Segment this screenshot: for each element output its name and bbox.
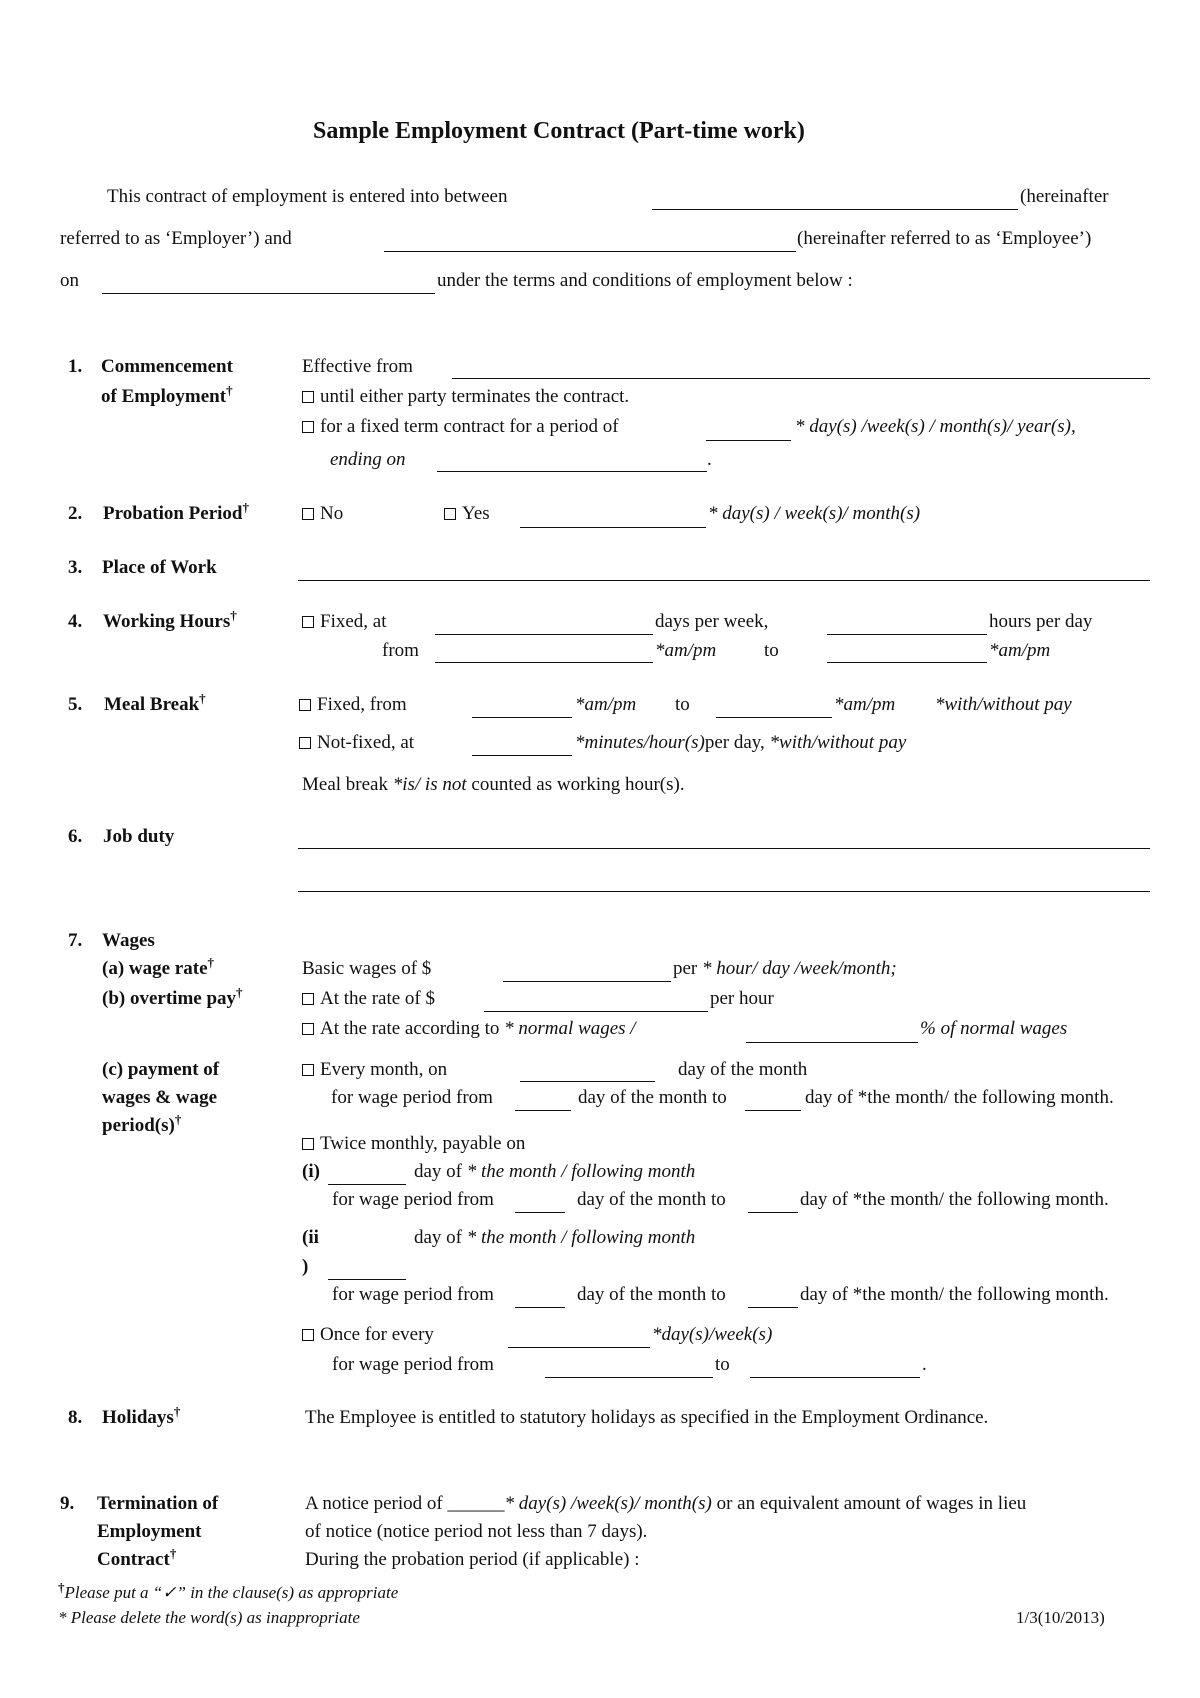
s7-following-1: day of *the month/ the following month. (805, 1087, 1114, 1108)
s8-number: 8. (68, 1407, 83, 1428)
s9-label2: Employment (97, 1521, 202, 1542)
s7-option-rate: At the rate of $ (302, 989, 435, 1008)
checkbox[interactable] (299, 737, 311, 749)
intro-on: on (60, 270, 79, 291)
s7-a-label: (a) wage rate† (102, 955, 215, 979)
hours-per-day-field[interactable] (827, 634, 987, 635)
s4-number: 4. (68, 611, 83, 632)
checkbox[interactable] (302, 1138, 314, 1150)
ending-date-field[interactable] (437, 471, 707, 472)
s1-effective: Effective from (302, 356, 413, 377)
days-per-week-field[interactable] (435, 634, 653, 635)
job-duty-field-1[interactable] (298, 848, 1150, 849)
s5-option-fixed: Fixed, from (299, 695, 407, 714)
s5-notfixed-tail: *minutes/hour(s)per day, *with/without pay (575, 732, 907, 753)
payday-field[interactable] (520, 1081, 655, 1082)
work-end-field[interactable] (827, 662, 987, 663)
overtime-rate-field[interactable] (484, 1011, 708, 1012)
s7-c-label2: wages & wage (102, 1087, 218, 1108)
checkbox[interactable] (302, 993, 314, 1005)
s1-label1: Commencement (101, 356, 233, 377)
s7-i: (i) (302, 1161, 320, 1182)
s7-dom-to-3: day of the month to (577, 1284, 726, 1305)
s2-option-yes: Yes (444, 504, 490, 523)
footnote-2: * Please delete the word(s) as inappropriate (58, 1608, 360, 1627)
s1-ending: ending on (330, 449, 406, 470)
once-period-field[interactable] (508, 1347, 650, 1348)
s9-label3: Contract† (97, 1546, 177, 1570)
employee-name-field[interactable] (384, 251, 796, 252)
intro-hereinafter: (hereinafter (1020, 186, 1109, 207)
s7-pct: % of normal wages (920, 1018, 1068, 1039)
checkbox[interactable] (302, 391, 314, 403)
s7-perhour: per hour (710, 988, 774, 1009)
s7-option-once: Once for every (302, 1325, 434, 1344)
page-title: Sample Employment Contract (Part-time work) (313, 118, 805, 144)
s7-following-2: day of *the month/ the following month. (800, 1189, 1109, 1210)
s9-text1: A notice period of ______* day(s) /week(s)/ month(s) or an equivalent amount of wages in lieu (305, 1493, 1027, 1514)
checkbox[interactable] (302, 421, 314, 433)
basic-wage-field[interactable] (503, 981, 671, 982)
s7-day-of-month: day of the month (678, 1059, 808, 1080)
s7-option-rate2: At the rate according to * normal wages / (302, 1019, 636, 1038)
s8-text: The Employee is entitled to statutory holidays as specified in the Employment Ordinance. (305, 1407, 989, 1428)
s2-units: * day(s) / week(s)/ month(s) (708, 503, 921, 524)
s5-number: 5. (68, 694, 83, 715)
checkbox[interactable] (302, 508, 314, 520)
twice-day2-field[interactable] (328, 1279, 406, 1280)
s1-period: . (707, 449, 712, 470)
s7-c-label3: period(s)† (102, 1112, 182, 1136)
s1-units: * day(s) /week(s) / month(s)/ year(s), (795, 416, 1076, 437)
s6-number: 6. (68, 826, 83, 847)
s5-label: Meal Break† (104, 691, 206, 715)
s5-ampm2: *am/pm (834, 694, 896, 715)
wp4-to-field[interactable] (750, 1377, 920, 1378)
s7-option-twice: Twice monthly, payable on (302, 1134, 525, 1153)
s3-number: 3. (68, 557, 83, 578)
s3-label: Place of Work (102, 557, 217, 578)
s7-wp-from-1: for wage period from (331, 1087, 493, 1108)
contract-date-field[interactable] (102, 293, 435, 294)
s4-ampm1: *am/pm (655, 640, 717, 661)
work-start-field[interactable] (435, 662, 653, 663)
checkbox[interactable] (299, 699, 311, 711)
s5-counted: Meal break *is/ is not counted as working hour(s). (302, 774, 685, 795)
employer-name-field[interactable] (652, 209, 1018, 210)
s4-ampm2: *am/pm (989, 640, 1051, 661)
intro-line2a: referred to as ‘Employer’) and (60, 228, 292, 249)
wp3-to-field[interactable] (748, 1307, 798, 1308)
s5-to: to (675, 694, 690, 715)
s7-dom-to-2: day of the month to (577, 1189, 726, 1210)
s1-option-fixed-term: for a fixed term contract for a period of (302, 417, 619, 436)
s1-number: 1. (68, 356, 83, 377)
overtime-percent-field[interactable] (746, 1042, 918, 1043)
s7-period: . (922, 1354, 927, 1375)
wp2-to-field[interactable] (748, 1212, 798, 1213)
s7-days-weeks: *day(s)/week(s) (652, 1324, 773, 1345)
wp2-from-field[interactable] (515, 1212, 565, 1213)
s7-following-3: day of *the month/ the following month. (800, 1284, 1109, 1305)
intro-line2b: (hereinafter referred to as ‘Employee’) (797, 228, 1092, 249)
checkbox[interactable] (302, 1023, 314, 1035)
s9-text2: of notice (notice period not less than 7 days). (305, 1521, 648, 1542)
meal-start-field[interactable] (472, 717, 572, 718)
meal-duration-field[interactable] (472, 755, 572, 756)
wp1-from-field[interactable] (515, 1110, 571, 1111)
s7-ii-a: (ii (302, 1227, 319, 1248)
place-of-work-field[interactable] (298, 580, 1150, 581)
s9-number: 9. (60, 1493, 75, 1514)
s1-option-until: until either party terminates the contract. (302, 387, 629, 406)
effective-date-field[interactable] (452, 378, 1150, 379)
s2-option-no: No (302, 504, 343, 523)
s7-to-4: to (715, 1354, 730, 1375)
s7-basic: Basic wages of $ (302, 958, 432, 979)
s4-hours: hours per day (989, 611, 1093, 632)
s7-wp-from-3: for wage period from (332, 1284, 494, 1305)
s2-number: 2. (68, 503, 83, 524)
footnote-1: †Please put a “✓” in the clause(s) as appropriate (58, 1580, 399, 1602)
s7-label: Wages (102, 930, 155, 951)
s7-c-label1: (c) payment of (102, 1059, 220, 1080)
s5-ampm1: *am/pm (575, 694, 637, 715)
page-number: 1/3(10/2013) (1016, 1608, 1105, 1627)
meal-end-field[interactable] (716, 717, 832, 718)
checkbox[interactable] (444, 508, 456, 520)
s4-days: days per week, (655, 611, 769, 632)
s5-option-notfixed: Not-fixed, at (299, 733, 414, 752)
s7-dom-to-1: day of the month to (578, 1087, 727, 1108)
s9-text3: During the probation period (if applicable) : (305, 1549, 640, 1570)
s4-from: from (382, 640, 419, 661)
wp4-from-field[interactable] (545, 1377, 713, 1378)
checkbox[interactable] (302, 616, 314, 628)
s7-option-every-month: Every month, on (302, 1060, 447, 1079)
twice-day1-field[interactable] (328, 1184, 406, 1185)
s4-label: Working Hours† (103, 608, 237, 632)
s5-pay1: *with/without pay (935, 694, 1072, 715)
fixed-term-period-field[interactable] (706, 440, 791, 441)
s7-b-label: (b) overtime pay† (102, 985, 243, 1009)
s7-wp-from-4: for wage period from (332, 1354, 494, 1375)
s7-number: 7. (68, 930, 83, 951)
s2-label: Probation Period† (103, 500, 250, 524)
wp1-to-field[interactable] (745, 1110, 801, 1111)
job-duty-field-2[interactable] (298, 891, 1150, 892)
s7-wp-from-2: for wage period from (332, 1189, 494, 1210)
probation-length-field[interactable] (520, 527, 706, 528)
s8-label: Holidays† (102, 1404, 181, 1428)
s9-label1: Termination of (97, 1493, 219, 1514)
intro-line3: under the terms and conditions of employment below : (437, 270, 853, 291)
wp3-from-field[interactable] (515, 1307, 565, 1308)
checkbox[interactable] (302, 1329, 314, 1341)
s1-label2: of Employment† (101, 383, 233, 407)
intro-line1: This contract of employment is entered into between (107, 186, 508, 207)
s6-label: Job duty (103, 826, 175, 847)
s4-option-fixed: Fixed, at (302, 612, 387, 631)
s4-to: to (764, 640, 779, 661)
s7-ii-b: ) (302, 1256, 309, 1277)
checkbox[interactable] (302, 1064, 314, 1076)
